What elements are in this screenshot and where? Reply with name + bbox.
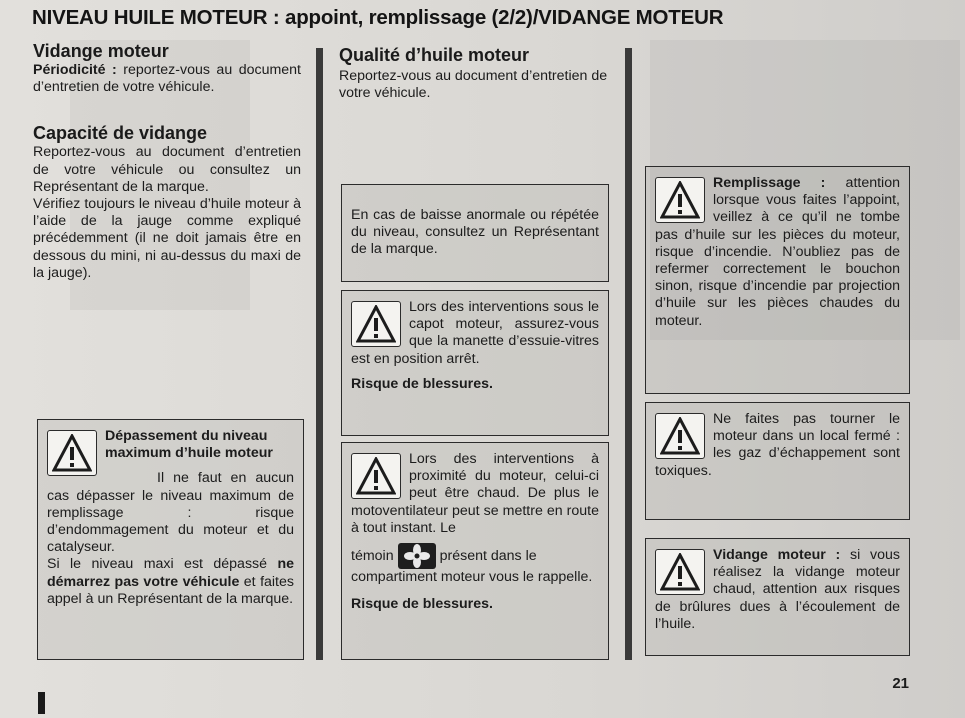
qualite-paragraph: Reportez-vous au document d’entretien de votre véhicule. — [339, 68, 608, 102]
warning-triangle-icon — [47, 430, 97, 476]
column-separator — [316, 48, 323, 660]
exhaust-text: Ne faites pas tourner le moteur dans un local fermé : les gaz d’échappement sont toxiques. — [655, 411, 900, 479]
warning-box-exhaust — [645, 402, 910, 520]
qualite-heading: Qualité d’huile moteur — [339, 45, 530, 65]
warn2-temoin-a: témoin — [351, 547, 394, 564]
warning-triangle-icon — [351, 453, 401, 499]
warning-p2-bold: ne démarrez pas votre véhicule — [47, 556, 294, 590]
warning-triangle-icon — [655, 413, 705, 459]
periodicite-paragraph — [33, 62, 301, 96]
warning-triangle-icon — [655, 177, 705, 223]
left-column — [33, 40, 301, 282]
periodicite-text: reportez-vous au document d’entretien de votre véhicule. — [33, 62, 301, 96]
middle-column — [339, 44, 609, 102]
capacite-paragraph-1: Reportez-vous au document d’entretien de votre véhicule ou consultez un Représentant de la marque. — [33, 144, 301, 195]
remplissage-text: attention lorsque vous faites l’appoint, veillez à ce qu’il ne tombe pas d’huile sur les pièces du moteur, risque d’incendie. N’oubliez pas de refermer correctement le bouchon sinon, risque d’incendie par projection d’huile sur les pièces chaudes du moteur. — [655, 175, 900, 329]
page-title: NIVEAU HUILE MOTEUR : appoint, remplissage (2/2)/VIDANGE MOTEUR — [32, 6, 724, 29]
vidange-heading: Vidange moteur — [33, 41, 169, 61]
vidange-warning-label: Vidange moteur : — [713, 547, 841, 563]
warning-box-remplissage — [645, 166, 910, 394]
warn2-risk: Risque de blessures. — [351, 596, 493, 613]
remplissage-label: Remplissage : — [713, 175, 826, 191]
warn1-text: Lors des interventions sous le capot moteur, assurez-vous que la manette d’essuie-vitres est en position arrêt. — [351, 299, 599, 367]
periodicite-label: Périodicité : — [33, 62, 117, 78]
warning-paragraph-2 — [47, 556, 294, 608]
page-edge-marker — [38, 692, 45, 714]
column-separator — [625, 48, 632, 660]
page-number: 21 — [892, 675, 909, 692]
warning-p2-text: Si le niveau maxi est dépassé — [47, 556, 278, 573]
warning-box-max-level — [37, 419, 304, 660]
warning-box-wipers — [341, 290, 609, 436]
info-box-level — [341, 184, 609, 282]
warning-paragraph-1: Il ne faut en aucun cas dépasser le niveau maximum de remplissage : risque d’endommagement du moteur et du catalyseur. — [47, 470, 294, 556]
capacite-heading: Capacité de vidange — [33, 123, 208, 144]
warn1-risk: Risque de blessures. — [351, 375, 493, 392]
warn2-text: Lors des interventions à proximité du moteur, celui-ci peut être chaud. De plus le motoventilateur peut se mettre en route à tout instant. Le — [351, 451, 599, 536]
warning-box-engine-hot — [341, 442, 609, 660]
fan-icon — [398, 543, 436, 569]
warning-title: Dépassement du niveau maximum d’huile moteur — [105, 428, 273, 462]
warn2-temoin-b: présent dans le compartiment moteur vous le rappelle. — [351, 547, 593, 586]
vidange-warning-text: si vous réalisez la vidange moteur chaud, attention aux risques de brûlures dues à l’écoulement de l’huile. — [655, 547, 900, 632]
warning-triangle-icon — [351, 301, 401, 347]
warning-p2-end: et faites appel à un Représentant de la marque. — [47, 573, 294, 607]
info-box-text: En cas de baisse anormale ou répétée du niveau, consultez un Représentant de la marque. — [351, 207, 599, 258]
capacite-paragraph-2: Vérifiez toujours le niveau d’huile moteur à l’aide de la jauge comme expliqué précédemment (il ne doit jamais être en dessous du mini, ni au-dessus du maxi de la jauge). — [33, 196, 301, 281]
warn2-temoin-line — [351, 543, 599, 586]
warning-box-vidange — [645, 538, 910, 656]
warning-triangle-icon — [655, 549, 705, 595]
